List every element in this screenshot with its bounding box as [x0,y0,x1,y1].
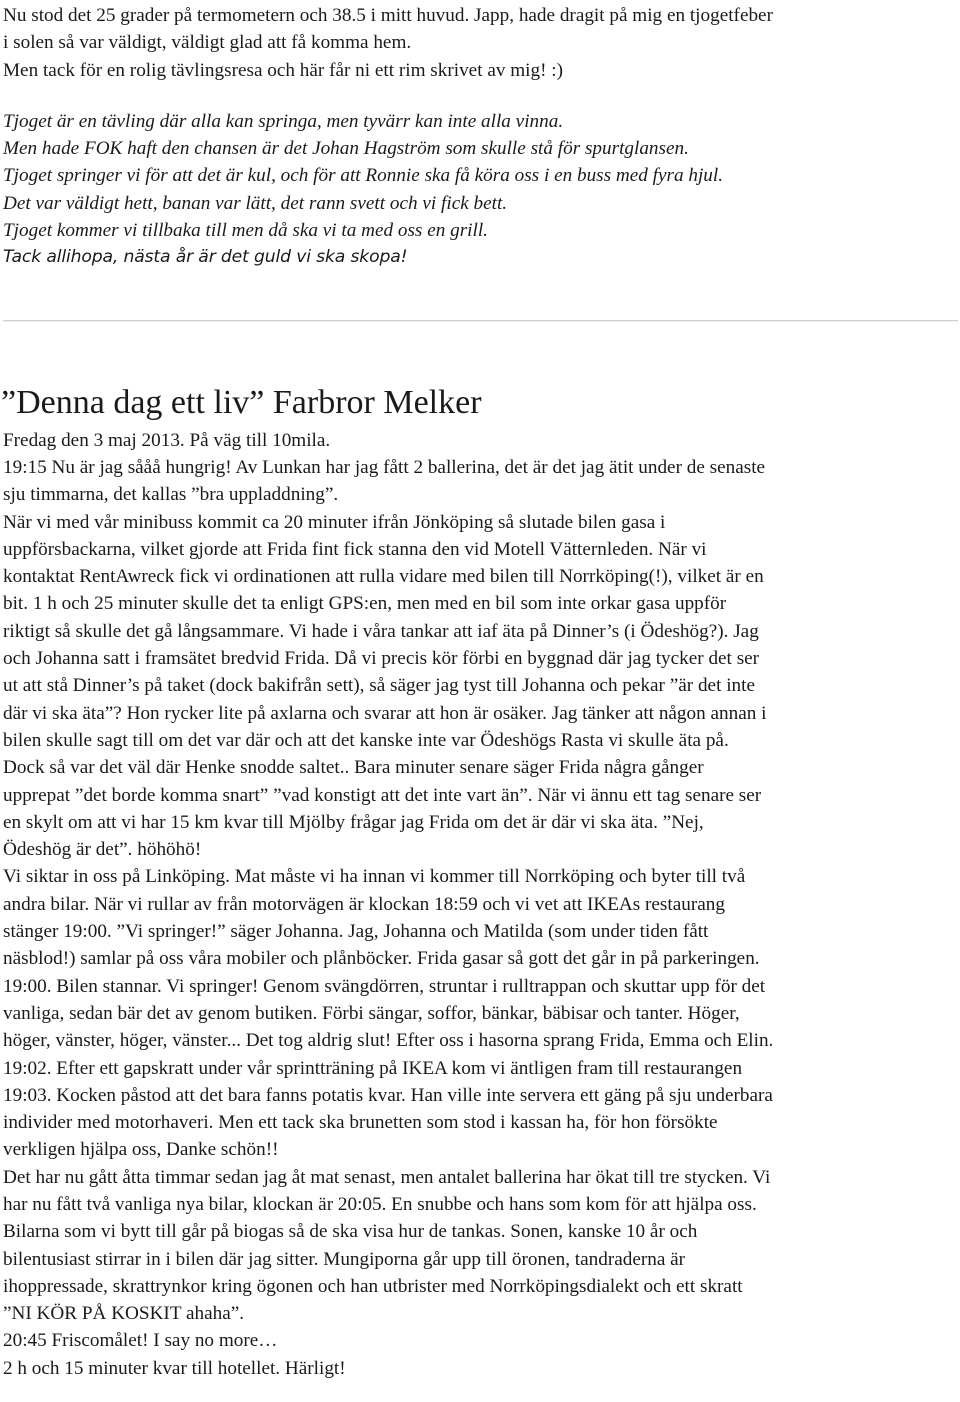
poem-line: Det var väldigt hett, banan var lätt, det rann svett och vi fick bett. [3,192,508,214]
poem-closing-line: Tack allihopa, nästa år är det guld vi ska skopa! [3,247,408,268]
article-line: stänger 19:00. ”Vi springer!” säger Johanna. Jag, Johanna och Matilda (som under tiden fått [3,921,709,943]
intro-section [3,2,955,84]
article-line: andra bilar. När vi rullar av från motorvägen är klockan 18:59 och vi vet att IKEAs restaurang [3,893,725,915]
article-line: Fredag den 3 maj 2013. På väg till 10mila. [3,429,331,451]
poem-line: Tjoget springer vi för att det är kul, och för att Ronnie ska få köra oss i en buss med fyra hjul. [3,165,724,187]
article-line: en skylt om att vi har 15 km kvar till Mjölby frågar jag Frida om det är där vi ska äta. ”Nej, [3,811,704,833]
poem-line: Men hade FOK haft den chansen är det Johan Hagström som skulle stå för spurtglansen. [3,138,689,160]
article-body [3,427,955,1382]
intro-line: Nu stod det 25 grader på termometern och 38.5 i mitt huvud. Japp, hade dragit på mig en tjogetfeber [3,5,773,26]
article-line: 19:02. Efter ett gapskratt under vår sprintträning på IKEA kom vi äntligen fram till restaurangen [3,1057,743,1079]
article-line: sju timmarna, det kallas ”bra uppladdning”. [3,484,339,506]
intro-line: Men tack för en rolig tävlingsresa och här får ni ett rim skrivet av mig! :) [3,59,563,81]
article-line: Det har nu gått åtta timmar sedan jag åt mat senast, men antalet ballerina har ökat till tre stycken. Vi [3,1166,771,1188]
article-line: har nu fått två vanliga nya bilar, klockan är 20:05. En snubbe och hans som kom för att hjälpa oss. [3,1193,757,1215]
article-line: ihoppressade, skrattrynkor kring ögonen och han utbrister med Norrköpingsdialekt och ett skratt [3,1275,743,1297]
article-line: näsblod!) samlar på oss våra mobiler och plånböcker. Frida gasar så gott det går in på parkeringen. [3,948,760,970]
article-line: upprepat ”det borde komma snart” ”vad konstigt att det inte vart än”. När vi ännu ett tag senare ser [3,784,762,806]
article-line: Bilarna som vi bytt till går på biogas så de ska visa hur de tankas. Sonen, kanske 10 år och [3,1221,698,1243]
article-line: och Johanna satt i framsätet bredvid Frida. Då vi precis kör förbi en byggnad där jag tycker det ser [3,648,760,670]
article-line: 19:03. Kocken påstod att det bara fanns potatis kvar. Han ville inte servera ett gäng på sju underbara [3,1084,773,1106]
section-divider [3,320,958,321]
article-line: individer med motorhaveri. Men ett tack ska brunetten som stod i kassan ha, för hon försökte [3,1112,718,1134]
article-line: bilen skulle sagt till om det var där och att det kanske inte var Ödeshögs Rasta vi skulle äta på. [3,729,729,751]
article-line: uppförsbackarna, vilket gjorde att Frida fint fick stanna den vid Motell Vätternleden. När vi [3,538,707,560]
article-line: 20:45 Friscomålet! I say no more… [3,1330,278,1352]
article-line: Dock så var det väl där Henke snodde saltet.. Bara minuter senare säger Frida några gånger [3,757,704,779]
poem-line: Tjoget kommer vi tillbaka till men då ska vi ta med oss en grill. [3,220,488,242]
article-line: När vi med vår minibuss kommit ca 20 minuter ifrån Jönköping så slutade bilen gasa i [3,511,666,533]
article-line: bit. 1 h och 25 minuter skulle det ta enligt GPS:en, men med en bil som inte orkar gasa uppför [3,593,727,615]
article-line: Ödeshög är det”. höhöhö! [3,839,202,861]
article-line: kontaktat RentAwreck fick vi ordinationen att rulla vidare med bilen till Norrköping(!), vilket är en [3,566,764,588]
intro-line: i solen så var väldigt, väldigt glad att få komma hem. [3,32,412,54]
article-title: ”Denna dag ett liv” Farbror Melker [1,383,482,421]
article-line: 2 h och 15 minuter kvar till hotellet. Härligt! [3,1357,346,1379]
article-line: höger, vänster, höger, vänster... Det tog aldrig slut! Efter oss i hasorna sprang Frida, Emma och Elin. [3,1030,774,1052]
article-line: vanliga, sedan bär det av genom butiken. Förbi sängar, soffor, bänkar, bäbisar och tanter. Höger, [3,1002,740,1024]
article-line: där vi ska äta”? Hon rycker lite på axlarna och svarar att hon är osäker. Jag tänker att någon annan i [3,702,767,724]
article-line: verkligen hjälpa oss, Danke schön!! [3,1139,279,1161]
article-line: Vi siktar in oss på Linköping. Mat måste vi ha innan vi kommer till Norrköping och byter till två [3,866,746,888]
article-line: 19:00. Bilen stannar. Vi springer! Genom svängdörren, struntar i rulltrappan och skuttar upp för det [3,975,766,997]
poem-section [3,108,955,272]
article-line: 19:15 Nu är jag sååå hungrig! Av Lunkan har jag fått 2 ballerina, det är det jag ätit under de senaste [3,456,766,478]
article-line: riktigt så skulle det gå långsammare. Vi hade i våra tankar att iaf äta på Dinner’s (i Ödeshög?). Jag [3,620,759,642]
document-page [3,0,955,1382]
article-line: bilentusiast stirrar in i bilen där jag sitter. Mungiporna går upp till öronen, tandraderna är [3,1248,686,1270]
article-line: ”NI KÖR PÅ KOSKIT ahaha”. [3,1303,245,1325]
article-line: ut att stå Dinner’s på taket (dock bakifrån sett), så säger jag tyst till Johanna och pekar ”är det inte [3,675,755,697]
poem-line: Tjoget är en tävling där alla kan springa, men tyvärr kan inte alla vinna. [3,110,564,132]
